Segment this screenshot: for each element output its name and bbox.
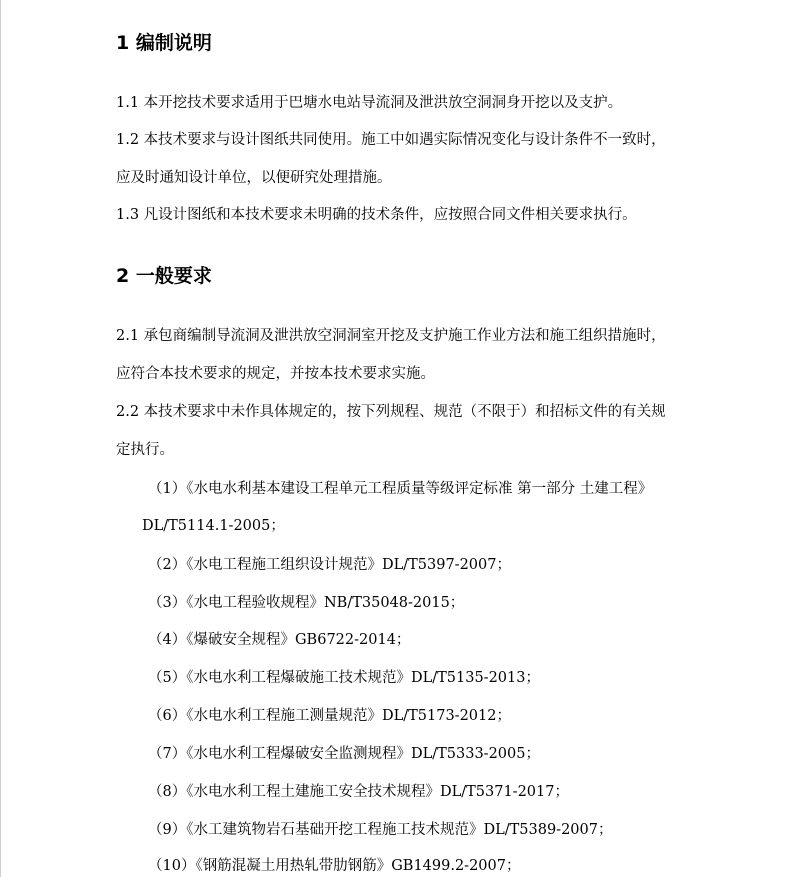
section-1-heading: 1 编制说明 [116,32,212,54]
paragraph-1-1: 1.1 本开挖技术要求适用于巴塘水电站导流洞及泄洪放空洞洞身开挖以及支护。 [116,95,623,111]
paragraph-2-1-cont: 应符合本技术要求的规定，并按本技术要求实施。 [116,366,435,382]
standard-item-6: （6）《水电水利工程施工测量规范》DL/T5173-2012； [148,708,511,724]
standard-item-8: （8）《水电水利工程土建施工安全技术规程》DL/T5371-2017； [148,784,569,800]
standard-item-4: （4）《爆破安全规程》GB6722-2014； [148,632,411,648]
standard-item-1-code: DL/T5114.1-2005； [142,518,285,534]
section-2-heading: 2 一般要求 [116,265,212,287]
standard-item-3: （3）《水电工程验收规程》NB/T35048-2015； [148,595,465,611]
paragraph-2-1: 2.1 承包商编制导流洞及泄洪放空洞洞室开挖及支护施工作业方法和施工组织措施时， [116,328,666,344]
page-edge-rule [0,0,1,877]
paragraph-1-2: 1.2 本技术要求与设计图纸共同使用。施工中如遇实际情况变化与设计条件不一致时， [116,132,666,148]
standard-item-2: （2）《水电工程施工组织设计规范》DL/T5397-2007； [148,557,511,573]
standard-item-1: （1）《水电水利基本建设工程单元工程质量等级评定标准 第一部分 土建工程》 [148,481,653,497]
paragraph-2-2-cont: 定执行。 [116,442,174,458]
standard-item-9: （9）《水工建筑物岩石基础开挖工程施工技术规范》DL/T5389-2007； [148,822,613,838]
paragraph-1-2-cont: 应及时通知设计单位，以便研究处理措施。 [116,170,392,186]
standard-item-5: （5）《水电水利工程爆破施工技术规范》DL/T5135-2013； [148,670,540,686]
standard-item-7: （7）《水电水利工程爆破安全监测规程》DL/T5333-2005； [148,746,540,762]
standard-item-10: （10）《钢筋混凝土用热轧带肋钢筋》GB1499.2-2007； [148,858,521,874]
paragraph-1-3: 1.3 凡设计图纸和本技术要求未明确的技术条件，应按照合同文件相关要求执行。 [116,207,637,223]
paragraph-2-2: 2.2 本技术要求中未作具体规定的，按下列规程、规范（不限于）和招标文件的有关规 [116,404,666,420]
